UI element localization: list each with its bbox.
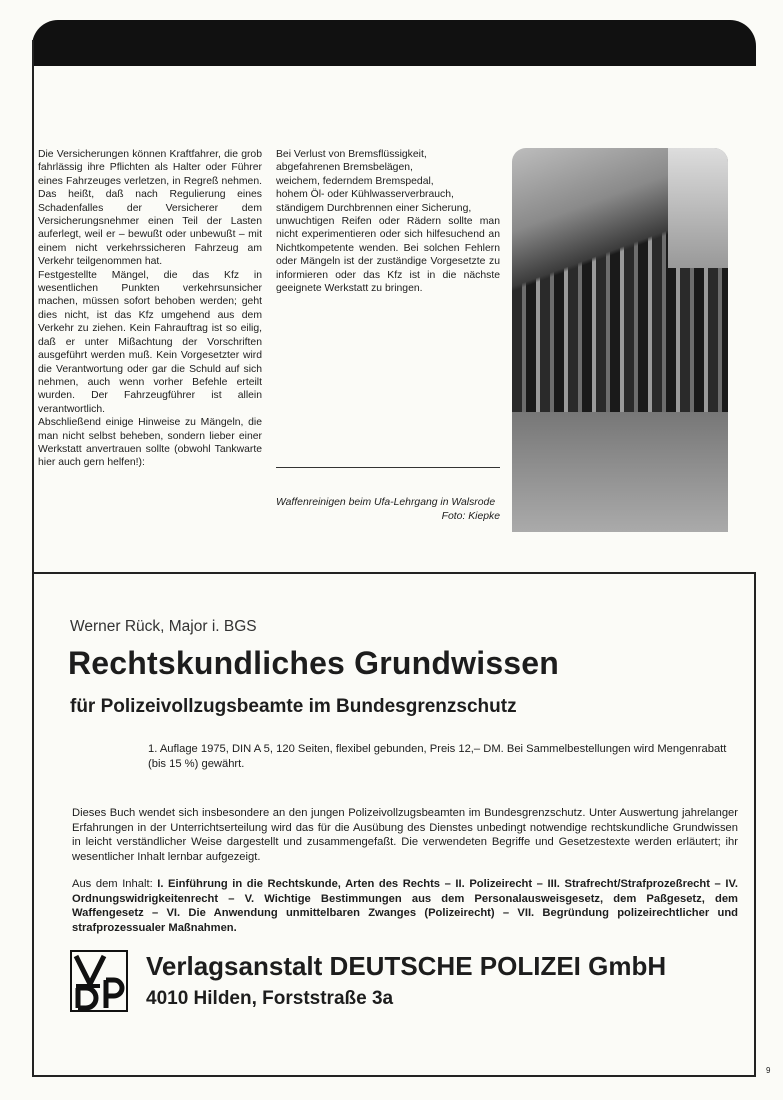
list-line: Bei Verlust von Bremsflüssigkeit, <box>276 149 427 160</box>
publisher-name: Verlagsanstalt DEUTSCHE POLIZEI GmbH <box>146 951 667 981</box>
bottom-border <box>32 1075 756 1077</box>
paragraph: Abschließend einige Hinweise zu Mängeln, die man nicht selbst beheben, sondern lieber einer Werkstatt anvertrauen sollte (obwohl Tankwarte hier auch gern helfen!): <box>38 417 262 469</box>
publisher-address: 4010 Hilden, Forststraße 3a <box>146 988 394 1009</box>
ad-author: Werner Rück, Major i. BGS <box>70 618 257 635</box>
article-column-1 <box>38 148 262 470</box>
photo-sky <box>668 148 728 268</box>
paragraph: Festgestellte Mängel, die das Kfz in wesentlichen Punkten verkehrsunsicher machen, müssen sofort behoben werden; geht dies nicht, ist das Kfz umgehend aus dem Verkehr zu ziehen. Kein Fahrauftrag ist so eilig, daß er unter Mißachtung der Vorschriften ausgeführt werden muß. Kein Vorgesetzter wird die Verantwortung oder gar die Schuld auf sich nehmen, auch wenn vorher Befehle erteilt wurden. Der Fahrzeugführer ist allein verantwortlich. <box>38 269 262 415</box>
list-line: abgefahrenen Bremsbelägen, <box>276 162 413 174</box>
list-line: ständigem Durchbrennen einer Sicherung, <box>276 202 472 214</box>
list-line: hohem Öl- oder Kühlwasserverbrauch, <box>276 189 454 201</box>
ad-description: Dieses Buch wendet sich insbesondere an den jungen Polizeivollzugsbeamten im Bundesgrenzschutz. Unter Auswertung jahrelanger Erfahrungen in der Unterrichtserteilung wird das für die Ausübung des Dienstes unbedingt notwendige rechtskundliche Grundwissen in leicht verständlicher Weise dargestellt und zusammengefaßt. Die verwendeten Begriffe und Gesetzestexte werden erläutert; ihr wesentlicher Inhalt lernbar aufgezeigt. <box>72 807 738 863</box>
paragraph: unwuchtigen Reifen oder Rädern sollte man nicht experimentieren oder sich hilfesuchend an Nichtkompetente wenden. Bei solchen Fehlern oder Mängeln ist der zuständige Vorgesetzte zu informieren oder das Kfz ist in die nächste geeignete Werkstatt zu bringen. <box>276 216 500 295</box>
ad-top-border <box>32 572 756 574</box>
caption-divider <box>276 467 500 468</box>
photo-weapon-cleaning <box>512 148 728 532</box>
photo-ground <box>512 412 728 532</box>
ad-details: 1. Auflage 1975, DIN A 5, 120 Seiten, flexibel gebunden, Preis 12,– DM. Bei Sammelbestellungen wird Mengenrabatt (bis 15 %) gewährt. <box>148 743 727 770</box>
photo-caption <box>276 496 500 524</box>
contents-label: Aus dem Inhalt: <box>72 878 158 890</box>
ad-right-border <box>754 572 756 1076</box>
article-column-2 <box>276 148 500 295</box>
paragraph: Die Versicherungen können Kraftfahrer, die grob fahrlässig ihre Pflichten als Halter oder Führer eines Fahrzeuges verletzen, in Regreß nehmen. Das heißt, daß nach Regulierung eines Schadenfalles der Versicherer dem Versicherungsnehmer einen Teil der Lasten auferlegt, weil er – bewußt oder unbewußt – mit einem nicht verkehrssicheren Fahrzeug am Verkehr teilgenommen hat. <box>38 149 262 268</box>
ad-title: Rechtskundliches Grundwissen <box>68 645 560 681</box>
left-border <box>32 40 34 1076</box>
contents-list: I. Einführung in die Rechtskunde, Arten des Rechts – II. Polizeirecht – III. Strafrecht/Strafprozeßrecht – IV. Ordnungswidrigkeitenrecht – V. Wichtige Bestimmungen aus dem Personalausweisgesetz, dem Paßgesetz, dem Waffengesetz – VI. Die Anwendung unmittelbaren Zwanges (Polizeirecht) – VII. Begründung polizeirechtlicher und strafprozessualer Maßnahmen. <box>72 878 738 934</box>
list-line: weichem, federndem Bremspedal, <box>276 175 434 187</box>
caption-text: Waffenreinigen beim Ufa-Lehrgang in Walsrode <box>276 497 496 508</box>
page-number: 9 <box>766 1066 771 1075</box>
photo-credit: Foto: Kiepke <box>441 511 500 523</box>
ad-subtitle: für Polizeivollzugsbeamte im Bundesgrenzschutz <box>70 696 517 717</box>
top-header-bar <box>32 20 756 66</box>
ad-contents <box>72 877 738 935</box>
publisher-logo <box>70 950 128 1012</box>
